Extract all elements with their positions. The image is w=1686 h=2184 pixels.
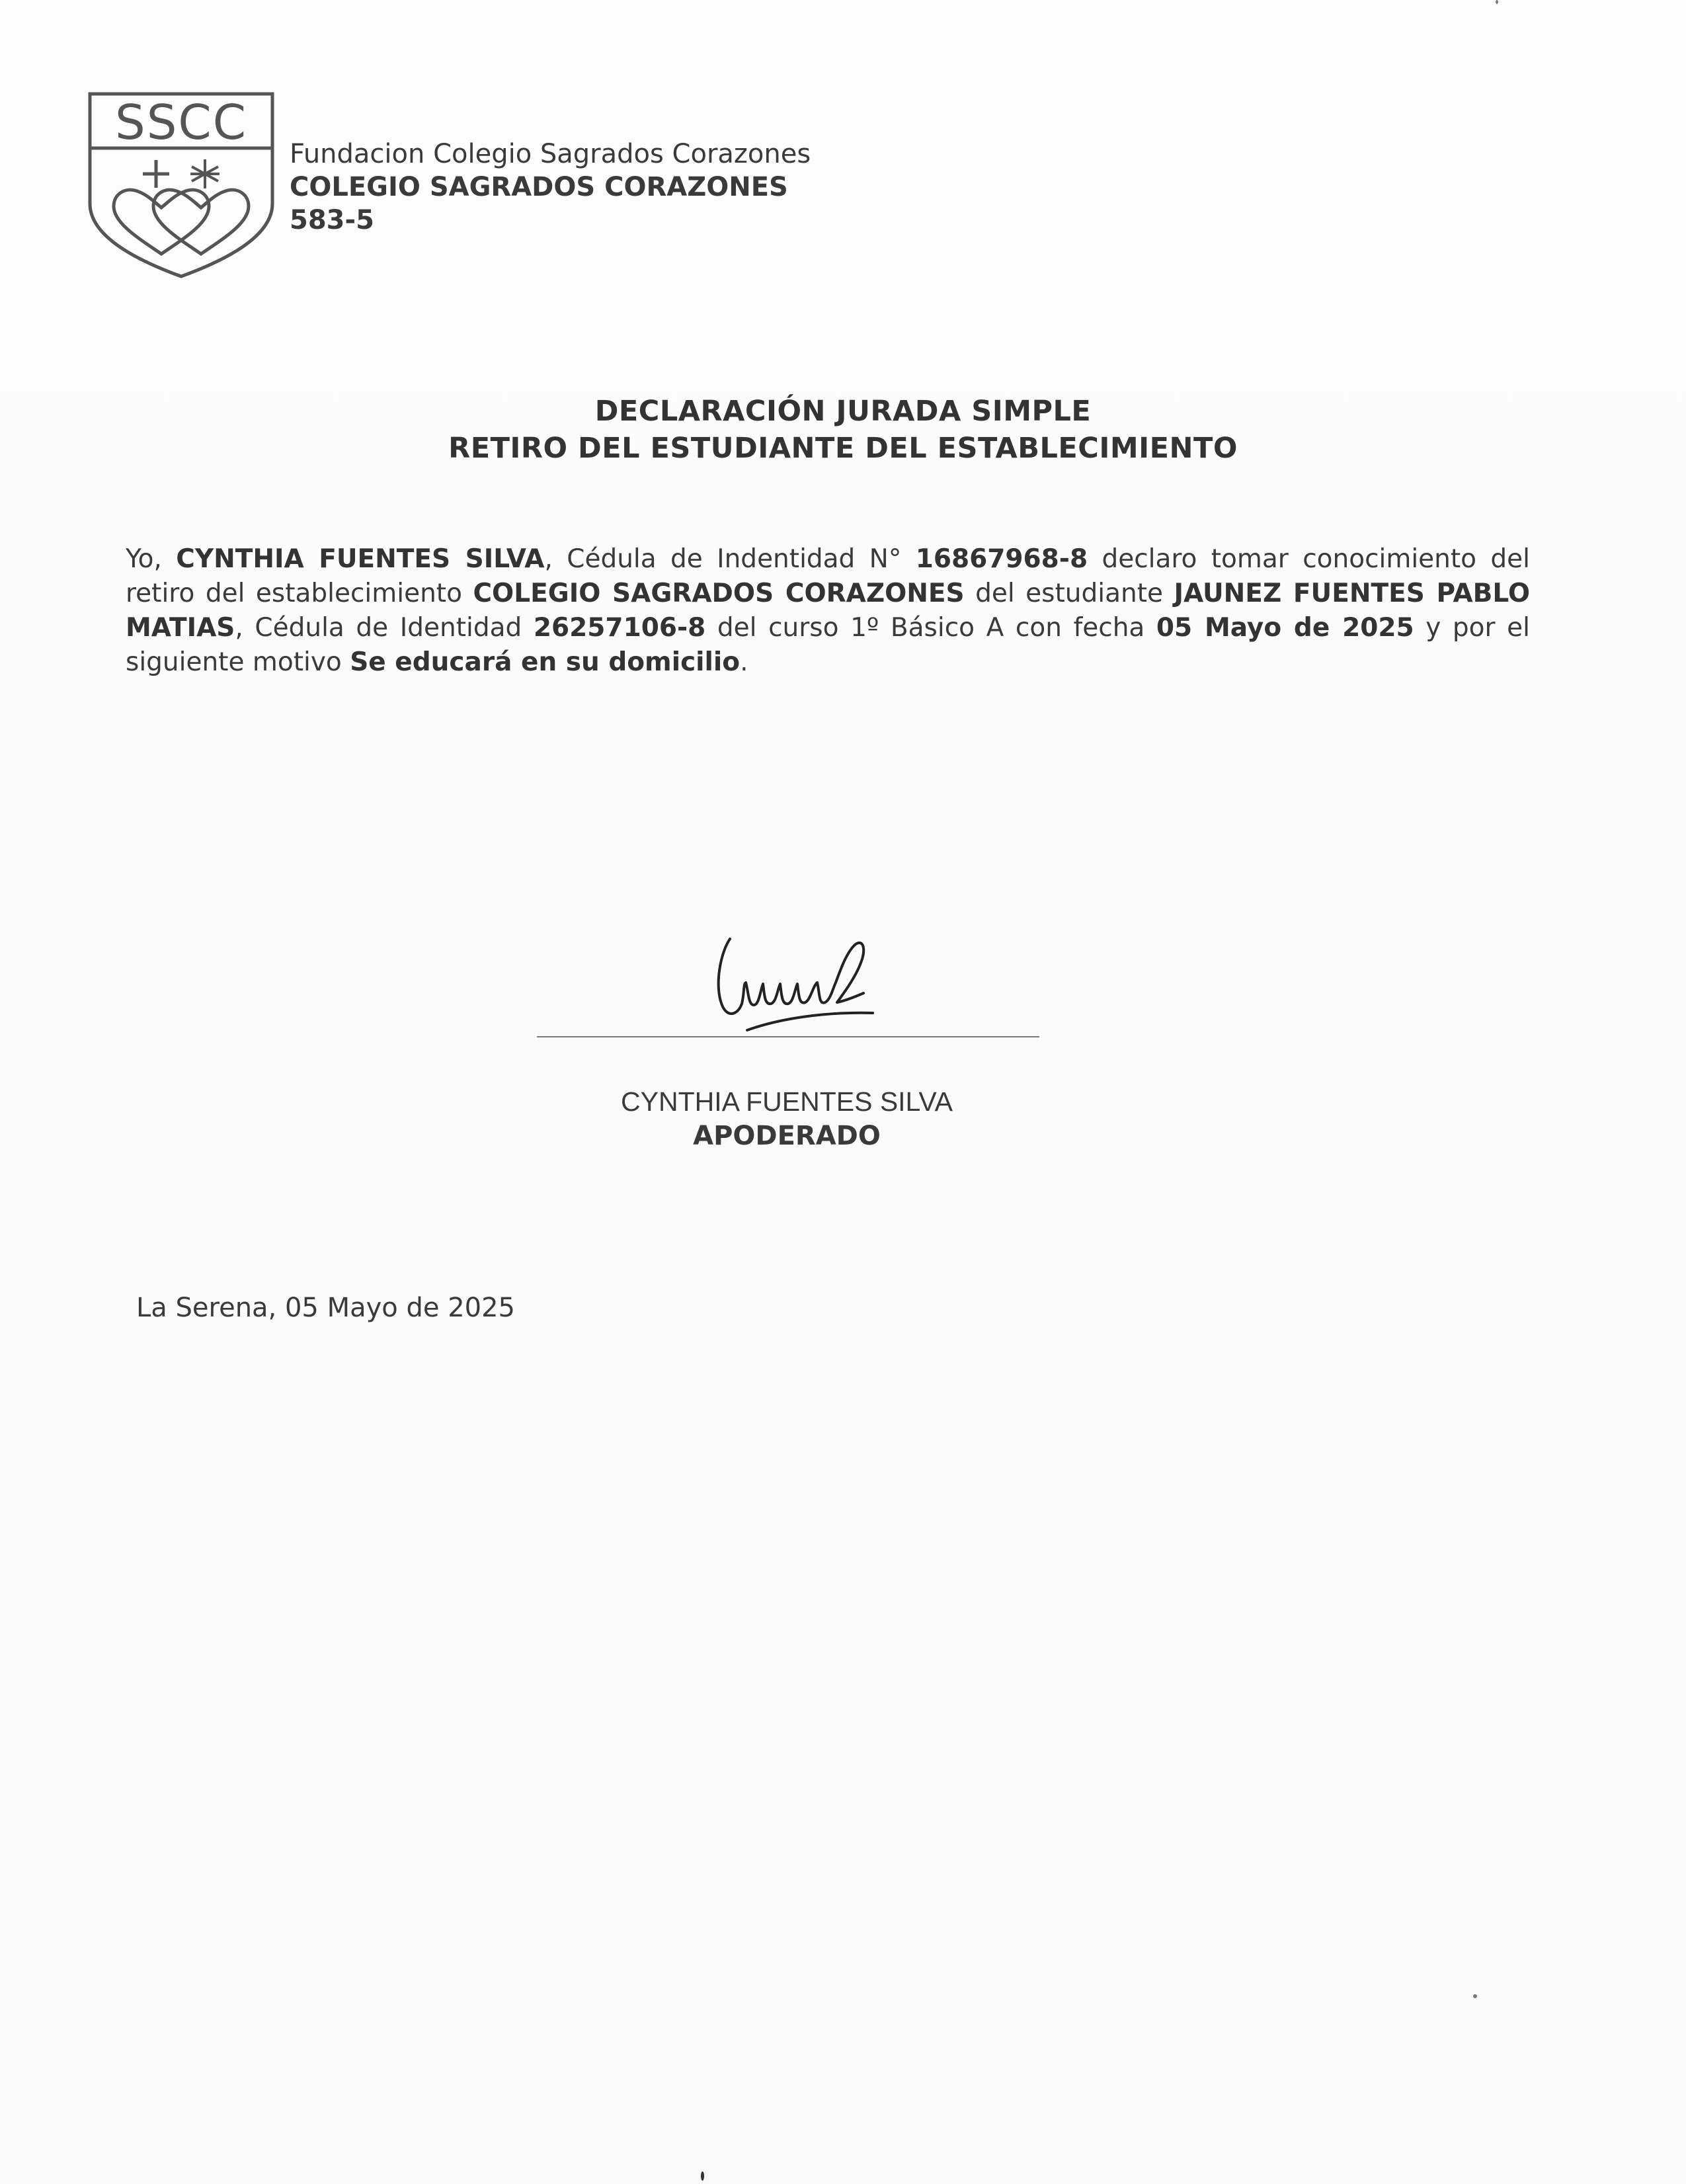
scan-speck xyxy=(701,2171,704,2181)
declaration-paragraph xyxy=(126,542,1530,680)
declarant-id: 16867968-8 xyxy=(915,544,1088,574)
declarant-name: CYNTHIA FUENTES SILVA xyxy=(176,544,545,574)
handwritten-signature xyxy=(707,919,906,1045)
body-text-1: Yo, xyxy=(126,544,177,574)
scan-speck xyxy=(1473,1994,1477,1998)
title-line-1: DECLARACIÓN JURADA SIMPLE xyxy=(594,395,1092,428)
signature-line xyxy=(537,1036,1039,1037)
body-text-7: y por el siguiente motivo xyxy=(126,613,1531,677)
body-text-8: . xyxy=(740,647,748,677)
withdrawal-reason: Se educará en su domicilio xyxy=(350,647,741,677)
body-text-6: del curso 1º Básico A con fecha xyxy=(705,613,1156,643)
signer-name: CYNTHIA FUENTES SILVA xyxy=(621,1086,953,1117)
withdrawal-date: 05 Mayo de 2025 xyxy=(1156,613,1414,643)
signer-role: APODERADO xyxy=(693,1121,881,1151)
school-code: 583-5 xyxy=(290,205,374,235)
school-name: COLEGIO SAGRADOS CORAZONES xyxy=(290,172,788,202)
institution-header xyxy=(290,138,1083,237)
foundation-name: Fundacion Colegio Sagrados Corazones xyxy=(290,139,811,169)
school-reference: COLEGIO SAGRADOS CORAZONES xyxy=(473,579,965,608)
body-text-4: del estudiante xyxy=(964,579,1174,608)
body-text-5: , Cédula de Identidad xyxy=(235,613,534,643)
title-line-2: RETIRO DEL ESTUDIANTE DEL ESTABLECIMIENTO xyxy=(448,432,1238,465)
student-name: JAUNEZ FUENTES PABLO MATIAS xyxy=(126,579,1531,643)
document-title xyxy=(0,393,1686,467)
sscc-shield-hearts-cross-icon xyxy=(87,91,275,279)
signer-block xyxy=(0,1084,1574,1153)
place-and-date: La Serena, 05 Mayo de 2025 xyxy=(136,1293,515,1323)
svg-text:SSCC: SSCC xyxy=(115,95,247,150)
body-text-3: declaro tomar conocimiento del retiro del establecimiento xyxy=(126,544,1530,608)
scan-speck xyxy=(1496,0,1498,4)
student-id: 26257106-8 xyxy=(533,613,706,643)
body-text-2: , Cédula de Indentidad N° xyxy=(544,544,916,574)
